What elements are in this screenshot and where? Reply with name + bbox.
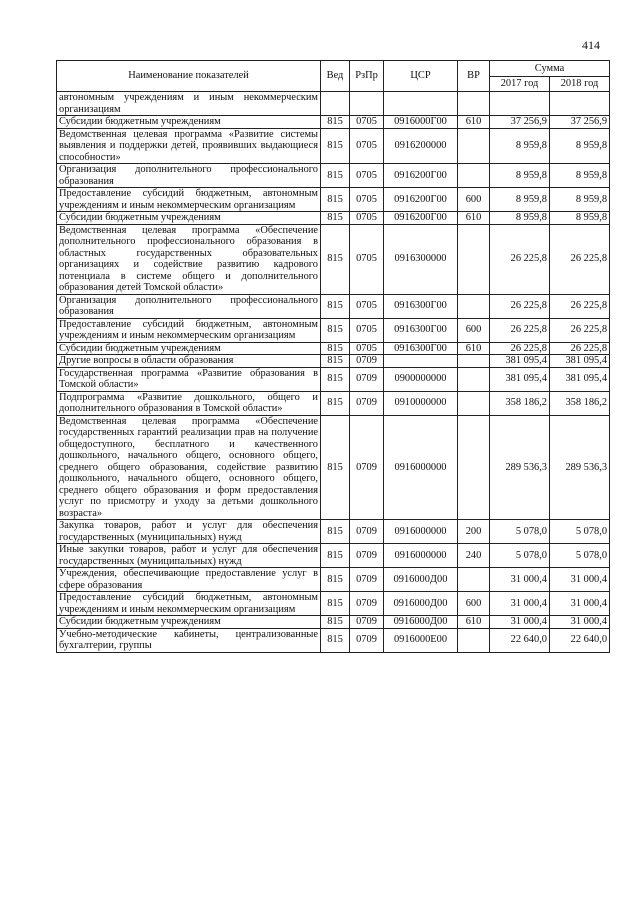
row-sum-2018: 37 256,9	[550, 116, 610, 129]
table-row	[57, 342, 610, 355]
row-sum-2018: 31 000,4	[550, 568, 610, 592]
row-csr: 0916000Д00	[384, 568, 458, 592]
row-rzpr: 0705	[350, 318, 384, 342]
row-ved: 815	[321, 128, 350, 164]
row-sum-2018: 5 078,0	[550, 520, 610, 544]
row-ved: 815	[321, 568, 350, 592]
row-sum-2018	[550, 92, 610, 116]
row-ved: 815	[321, 212, 350, 225]
row-csr: 0916200Г00	[384, 164, 458, 188]
row-sum-2018: 22 640,0	[550, 628, 610, 652]
table-row	[57, 355, 610, 368]
row-ved: 815	[321, 294, 350, 318]
row-sum-2018: 31 000,4	[550, 592, 610, 616]
row-vr: 240	[458, 544, 490, 568]
row-name: Предоставление субсидий бюджетным, автономным учреждениям и иным некоммерческим организациям	[57, 592, 321, 616]
row-ved: 815	[321, 342, 350, 355]
table-row	[57, 224, 610, 294]
row-vr: 610	[458, 212, 490, 225]
table-row	[57, 92, 610, 116]
row-ved: 815	[321, 616, 350, 629]
row-ved: 815	[321, 224, 350, 294]
row-sum-2017: 8 959,8	[490, 164, 550, 188]
row-ved: 815	[321, 188, 350, 212]
row-name: Организация дополнительного профессионального образования	[57, 164, 321, 188]
row-name: Ведомственная целевая программа «Обеспечение государственных гарантий реализации прав на получение общедоступного, бесплатного и качественного дошкольного, начального общего, основного общего, среднего общего образования, содействие развитию дошкольного, начального общего, основного общего, среднего общего образования и форм предоставления услуг по присмотру и уходу за детьми дошкольного возраста»	[57, 415, 321, 520]
row-rzpr: 0705	[350, 128, 384, 164]
table-row	[57, 318, 610, 342]
row-sum-2017: 31 000,4	[490, 568, 550, 592]
table-row	[57, 544, 610, 568]
page-number: 414	[582, 38, 600, 52]
row-sum-2017: 37 256,9	[490, 116, 550, 129]
row-rzpr: 0709	[350, 391, 384, 415]
table-row	[57, 628, 610, 652]
row-rzpr: 0709	[350, 628, 384, 652]
row-vr	[458, 391, 490, 415]
row-sum-2018: 26 225,8	[550, 294, 610, 318]
row-vr	[458, 224, 490, 294]
row-vr	[458, 164, 490, 188]
row-name: Подпрограмма «Развитие дошкольного, общего и дополнительного образования в Томской области»	[57, 391, 321, 415]
row-csr: 0916300Г00	[384, 318, 458, 342]
row-name: Закупка товаров, работ и услуг для обеспечения государственных (муниципальных) нужд	[57, 520, 321, 544]
table-row	[57, 391, 610, 415]
row-ved: 815	[321, 367, 350, 391]
row-ved	[321, 92, 350, 116]
table-row	[57, 415, 610, 520]
row-ved: 815	[321, 628, 350, 652]
row-ved: 815	[321, 355, 350, 368]
row-name: автономным учреждениям и иным некоммерческим организациям	[57, 92, 321, 116]
table-row	[57, 367, 610, 391]
row-rzpr: 0709	[350, 616, 384, 629]
row-rzpr: 0709	[350, 355, 384, 368]
row-rzpr: 0709	[350, 592, 384, 616]
row-vr: 610	[458, 116, 490, 129]
row-rzpr: 0705	[350, 164, 384, 188]
budget-table	[56, 60, 610, 653]
table-row	[57, 592, 610, 616]
row-vr	[458, 92, 490, 116]
row-ved: 815	[321, 544, 350, 568]
row-sum-2017: 26 225,8	[490, 294, 550, 318]
row-name: Субсидии бюджетным учреждениям	[57, 616, 321, 629]
row-vr	[458, 568, 490, 592]
row-rzpr: 0709	[350, 367, 384, 391]
row-sum-2017: 31 000,4	[490, 592, 550, 616]
row-sum-2017: 5 078,0	[490, 544, 550, 568]
row-csr: 0916300Г00	[384, 294, 458, 318]
row-rzpr: 0709	[350, 415, 384, 520]
row-vr	[458, 415, 490, 520]
table-row	[57, 568, 610, 592]
row-csr: 0916200000	[384, 128, 458, 164]
table-row	[57, 164, 610, 188]
row-sum-2017	[490, 92, 550, 116]
row-name: Учебно-методические кабинеты, централизованные бухгалтерии, группы	[57, 628, 321, 652]
row-csr: 0916300000	[384, 224, 458, 294]
row-csr	[384, 355, 458, 368]
header-sum: Сумма	[490, 61, 610, 77]
row-csr: 0910000000	[384, 391, 458, 415]
row-sum-2018: 8 959,8	[550, 188, 610, 212]
row-ved: 815	[321, 318, 350, 342]
row-sum-2018: 8 959,8	[550, 164, 610, 188]
table-header	[57, 61, 610, 92]
row-sum-2018: 26 225,8	[550, 342, 610, 355]
row-rzpr: 0709	[350, 520, 384, 544]
row-vr	[458, 294, 490, 318]
row-csr: 0916000000	[384, 544, 458, 568]
row-sum-2018: 381 095,4	[550, 367, 610, 391]
row-sum-2018: 8 959,8	[550, 128, 610, 164]
row-rzpr: 0709	[350, 544, 384, 568]
row-rzpr: 0705	[350, 294, 384, 318]
row-name: Учреждения, обеспечивающие предоставление услуг в сфере образования	[57, 568, 321, 592]
row-name: Субсидии бюджетным учреждениям	[57, 116, 321, 129]
row-vr: 600	[458, 188, 490, 212]
row-sum-2017: 8 959,8	[490, 128, 550, 164]
row-rzpr: 0705	[350, 116, 384, 129]
table-row	[57, 128, 610, 164]
header-name: Наименование показателей	[57, 61, 321, 92]
row-sum-2017: 8 959,8	[490, 188, 550, 212]
row-sum-2017: 358 186,2	[490, 391, 550, 415]
row-rzpr	[350, 92, 384, 116]
table-row	[57, 188, 610, 212]
row-sum-2017: 22 640,0	[490, 628, 550, 652]
row-name: Ведомственная целевая программа «Обеспечение дополнительного профессионального образования в областных государственных образовательных организациях и содействие развитию кадрового потенциала в системе общего и дополнительного образования детей Томской области»	[57, 224, 321, 294]
row-sum-2017: 5 078,0	[490, 520, 550, 544]
row-vr: 200	[458, 520, 490, 544]
row-csr: 0916000000	[384, 520, 458, 544]
row-rzpr: 0705	[350, 224, 384, 294]
row-sum-2018: 381 095,4	[550, 355, 610, 368]
row-vr	[458, 128, 490, 164]
header-rzpr: РзПр	[350, 61, 384, 92]
row-rzpr: 0705	[350, 212, 384, 225]
row-name: Субсидии бюджетным учреждениям	[57, 212, 321, 225]
row-rzpr: 0709	[350, 568, 384, 592]
header-vr: ВР	[458, 61, 490, 92]
row-rzpr: 0705	[350, 342, 384, 355]
row-vr	[458, 367, 490, 391]
row-sum-2017: 8 959,8	[490, 212, 550, 225]
row-vr	[458, 355, 490, 368]
table-row	[57, 116, 610, 129]
row-vr: 610	[458, 342, 490, 355]
row-vr: 600	[458, 592, 490, 616]
row-sum-2018: 358 186,2	[550, 391, 610, 415]
row-sum-2018: 26 225,8	[550, 224, 610, 294]
row-sum-2018: 31 000,4	[550, 616, 610, 629]
row-sum-2017: 31 000,4	[490, 616, 550, 629]
row-sum-2017: 289 536,3	[490, 415, 550, 520]
row-name: Организация дополнительного профессионального образования	[57, 294, 321, 318]
row-ved: 815	[321, 164, 350, 188]
row-sum-2017: 381 095,4	[490, 355, 550, 368]
header-year-2017: 2017 год	[490, 76, 550, 92]
table-row	[57, 212, 610, 225]
row-csr: 0916000Д00	[384, 592, 458, 616]
row-ved: 815	[321, 592, 350, 616]
row-name: Государственная программа «Развитие образования в Томской области»	[57, 367, 321, 391]
header-year-2018: 2018 год	[550, 76, 610, 92]
row-name: Другие вопросы в области образования	[57, 355, 321, 368]
row-csr: 0916000Г00	[384, 116, 458, 129]
table-row	[57, 616, 610, 629]
row-sum-2018: 8 959,8	[550, 212, 610, 225]
row-ved: 815	[321, 116, 350, 129]
row-name: Предоставление субсидий бюджетным, автономным учреждениям и иным некоммерческим организациям	[57, 188, 321, 212]
row-ved: 815	[321, 415, 350, 520]
row-ved: 815	[321, 520, 350, 544]
table-body	[57, 92, 610, 653]
row-csr: 0916200Г00	[384, 188, 458, 212]
header-ved: Вед	[321, 61, 350, 92]
row-sum-2017: 26 225,8	[490, 318, 550, 342]
table-row	[57, 520, 610, 544]
row-vr: 610	[458, 616, 490, 629]
row-csr: 0916000Д00	[384, 616, 458, 629]
row-csr: 0916000000	[384, 415, 458, 520]
row-vr	[458, 628, 490, 652]
header-csr: ЦСР	[384, 61, 458, 92]
row-sum-2017: 381 095,4	[490, 367, 550, 391]
row-name: Предоставление субсидий бюджетным, автономным учреждениям и иным некоммерческим организациям	[57, 318, 321, 342]
row-vr: 600	[458, 318, 490, 342]
row-csr: 0916200Г00	[384, 212, 458, 225]
row-name: Субсидии бюджетным учреждениям	[57, 342, 321, 355]
row-sum-2017: 26 225,8	[490, 342, 550, 355]
row-name: Ведомственная целевая программа «Развитие системы выявления и поддержки детей, проявивших выдающиеся способности»	[57, 128, 321, 164]
row-csr	[384, 92, 458, 116]
row-sum-2018: 26 225,8	[550, 318, 610, 342]
row-ved: 815	[321, 391, 350, 415]
row-csr: 0916300Г00	[384, 342, 458, 355]
row-sum-2017: 26 225,8	[490, 224, 550, 294]
row-sum-2018: 5 078,0	[550, 544, 610, 568]
row-rzpr: 0705	[350, 188, 384, 212]
row-csr: 0900000000	[384, 367, 458, 391]
row-csr: 0916000Е00	[384, 628, 458, 652]
row-name: Иные закупки товаров, работ и услуг для обеспечения государственных (муниципальных) нужд	[57, 544, 321, 568]
table-row	[57, 294, 610, 318]
row-sum-2018: 289 536,3	[550, 415, 610, 520]
